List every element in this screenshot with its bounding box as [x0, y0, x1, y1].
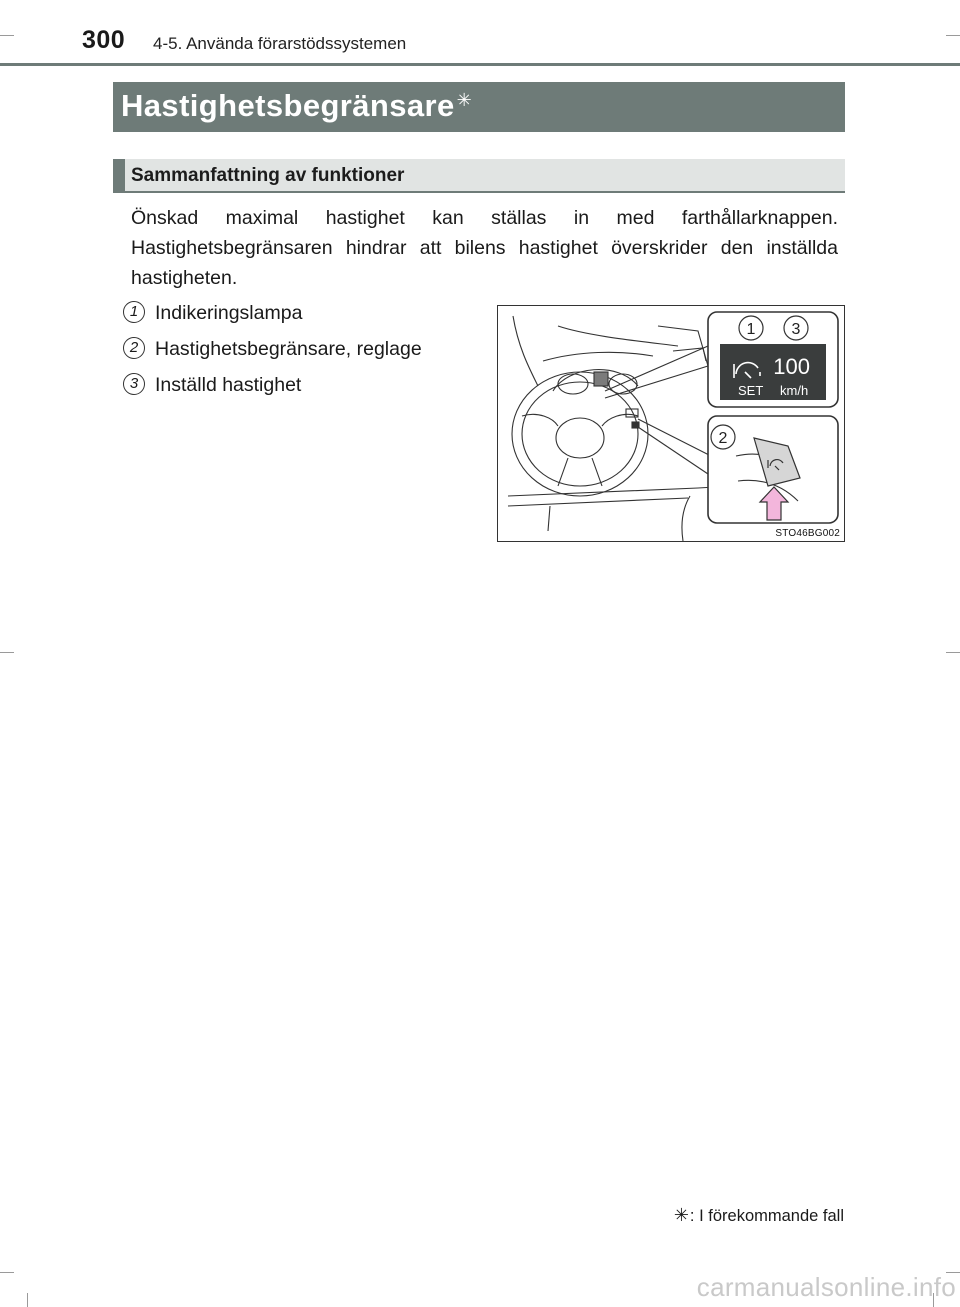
- dashboard-illustration: [497, 305, 845, 542]
- crop-mark: [946, 652, 960, 653]
- callout-number: 2: [718, 430, 728, 447]
- asterisk-icon: ✳: [673, 1205, 689, 1225]
- illustration-drawing: [498, 306, 844, 541]
- crop-mark: [946, 35, 960, 36]
- crop-mark: [0, 1272, 14, 1273]
- legend-item: [123, 299, 302, 327]
- watermark: carmanualsonline.info: [696, 1272, 956, 1302]
- header-rule: [0, 63, 960, 66]
- subheading: Sammanfattning av funktioner: [113, 159, 845, 193]
- intro-paragraph: Önskad maximal hastighet kan ställas in med farthållarknappen. Hastighetsbegränsaren hindrar att bilens hastighet överskrider den inställda hastigheten.: [131, 207, 838, 289]
- legend-label: Hastighetsbegränsare, reglage: [155, 338, 422, 360]
- legend-label: Inställd hastighet: [155, 374, 302, 396]
- callout-number: 1: [746, 321, 756, 338]
- footnote-text: : I förekommande fall: [689, 1207, 844, 1225]
- page-title-text: Hastighetsbegränsare: [121, 88, 455, 123]
- legend-item: [123, 371, 301, 399]
- legend-number: 1: [123, 301, 145, 323]
- legend-label: Indikeringslampa: [155, 302, 303, 324]
- callout-number: 3: [791, 321, 801, 338]
- section-title: 4-5. Använda förarstödssystemen: [153, 34, 407, 53]
- page-number: 300: [82, 26, 126, 54]
- legend-number: 2: [123, 337, 145, 359]
- asterisk-icon: ✳: [456, 90, 473, 110]
- crop-mark: [0, 35, 14, 36]
- figure-code: STO46BG002: [775, 528, 840, 539]
- display-speed: 100: [773, 354, 810, 379]
- page-title: [113, 82, 845, 132]
- legend-number: 3: [123, 373, 145, 395]
- crop-mark: [0, 652, 14, 653]
- display-unit: km/h: [780, 383, 809, 398]
- display-set: SET: [738, 383, 764, 398]
- footnote: [674, 1205, 844, 1226]
- crop-mark: [27, 1293, 28, 1307]
- legend-item: [123, 335, 422, 363]
